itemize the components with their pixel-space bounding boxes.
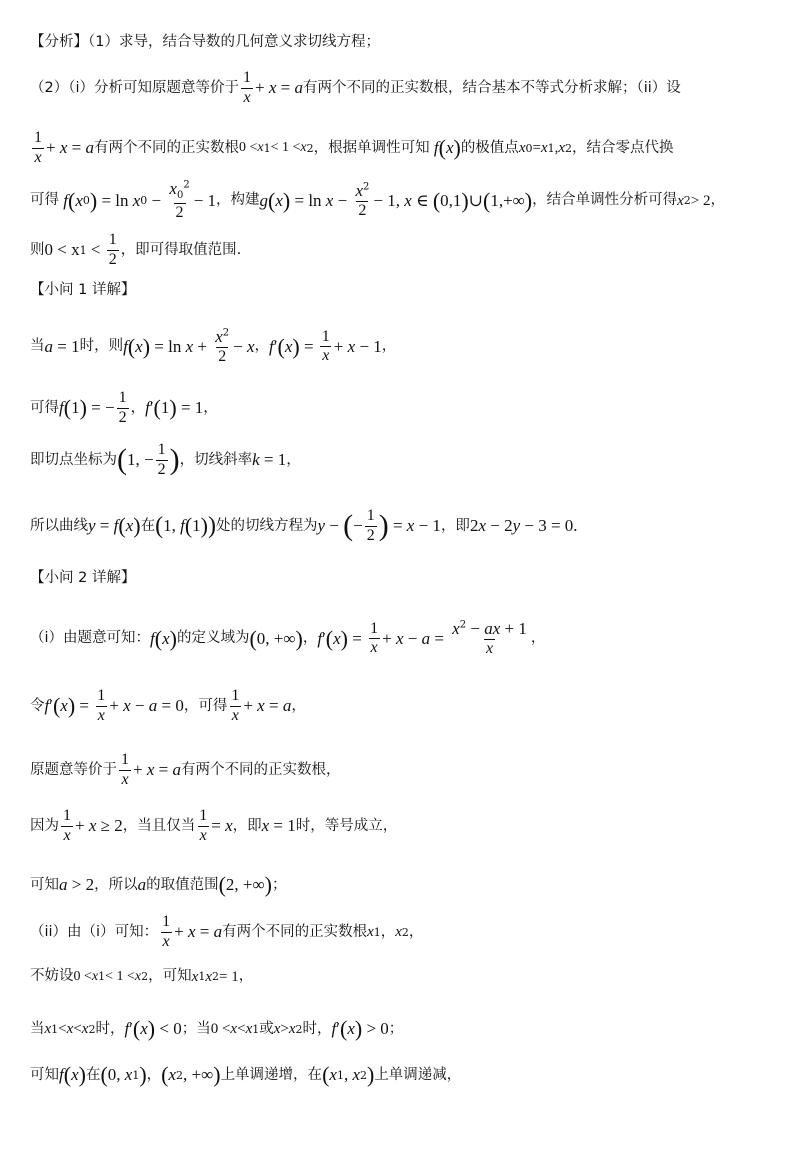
part-2-line-3: 原题意等价于 $\frac{1}{x}$ + x = a 有两个不同的正实数根， <box>30 751 341 788</box>
part-1-line-4: 所以曲线 y = f ( x ) 在 ( 1, f ( 1 ) ) 处的切线方程为 y − ( − $\frac{1}{2}$ ) = x − 1 ，即 2 x − 2 y − 3 = 0. <box>30 507 578 544</box>
part-2-line-1: （i）由题意可知： f ( x ) 的定义域为 ( 0, +∞ ) ， f ′ ( x ) = $\frac{1}{x}$ + x − a = $\frac{x^2 - ax + 1}{x}$ ， <box>30 619 546 657</box>
part-1-heading: 【小问 1 详解】 <box>30 282 136 298</box>
part-2-line-7: 不妨设 0 < x 1 < 1 < x 2 ，可知 x 1 x 2 = 1 ， <box>30 968 254 985</box>
part-2-heading: 【小问 2 详解】 <box>30 570 136 586</box>
part-1-line-1: 当 a = 1 时，则 f ( x ) = ln x + $\frac{x^2}{2}$ − x ， f ′ ( x ) = $\frac{1}{x}$ + x − 1 ， <box>30 327 397 365</box>
analysis-line-4: 可得 f ( x 0 ) = ln x 0 − $\frac{x_0^2}{2}$ − 1 ，构建 g ( x ) = ln x − $\frac{x^2}{2}$ − 1, x ∈ ( 0,1 ) ∪ ( 1,+∞ ) ，结合单调性分析可得 x 2 > 2 ， <box>30 179 726 221</box>
part-2-line-6: （ii）由（i）可知： $\frac{1}{x}$ + x = a 有两个不同的正实数根 x 1 ， x 2 ， <box>30 913 424 950</box>
analysis-line-5: 则 0 < x 1 < $\frac{1}{2}$ ，即可得取值范围. <box>30 231 242 268</box>
part-2-line-9: 可知 f ( x ) 在 ( 0, x 1 ) ， ( x 2 , +∞ ) 上单调递增，在 ( x 1 , x 2 ) 上单调递减， <box>30 1062 462 1087</box>
part-2-line-5: 可知 a > 2 ，所以 a 的取值范围 ( 2, +∞ ) ； <box>30 872 287 897</box>
analysis-heading: 【分析】（1）求导，结合导数的几何意义求切线方程； <box>30 34 380 50</box>
analysis-line-1 <box>30 34 772 51</box>
part-2-line-4: 因为 $\frac{1}{x}$ + x ≥ 2 ，当且仅当 $\frac{1}{x}$ = x ，即 x = 1 时，等号成立， <box>30 807 398 844</box>
fraction: $\frac{1}{x}$ <box>243 69 252 106</box>
analysis-line-2: （2）（i）分析可知原题意等价于 $\frac{1}{x}$ + x = a 有两个不同的正实数根，结合基本不等式分析求解；（ii）设 <box>30 69 681 106</box>
part-1-line-2: 可得 f ( 1 ) = − $\frac{1}{2}$ ， f ′ ( 1 ) = 1 ， <box>30 389 218 426</box>
part-1-line-3: 即切点坐标为 ( 1, − $\frac{1}{2}$ ) ，切线斜率 k = 1 ， <box>30 441 301 478</box>
part-2-line-8: 当 x 1 < x < x 2 时， f ′ ( x ) < 0 ；当 0 < x < x 1 或 x > x 2 时， f ′ ( x ) > 0 ； <box>30 1016 404 1041</box>
part-2-line-2: 令 f ′ ( x ) = $\frac{1}{x}$ + x − a = 0 ，可得 $\frac{1}{x}$ + x = a ， <box>30 687 306 724</box>
analysis-line-3: $\frac{1}{x}$ + x = a 有两个不同的正实数根 0 < x 1 < 1 < x 2 ，根据单调性可知 f ( x ) 的极值点 x 0 = x 1 , x 2 ，结合零点代换 <box>34 129 674 166</box>
